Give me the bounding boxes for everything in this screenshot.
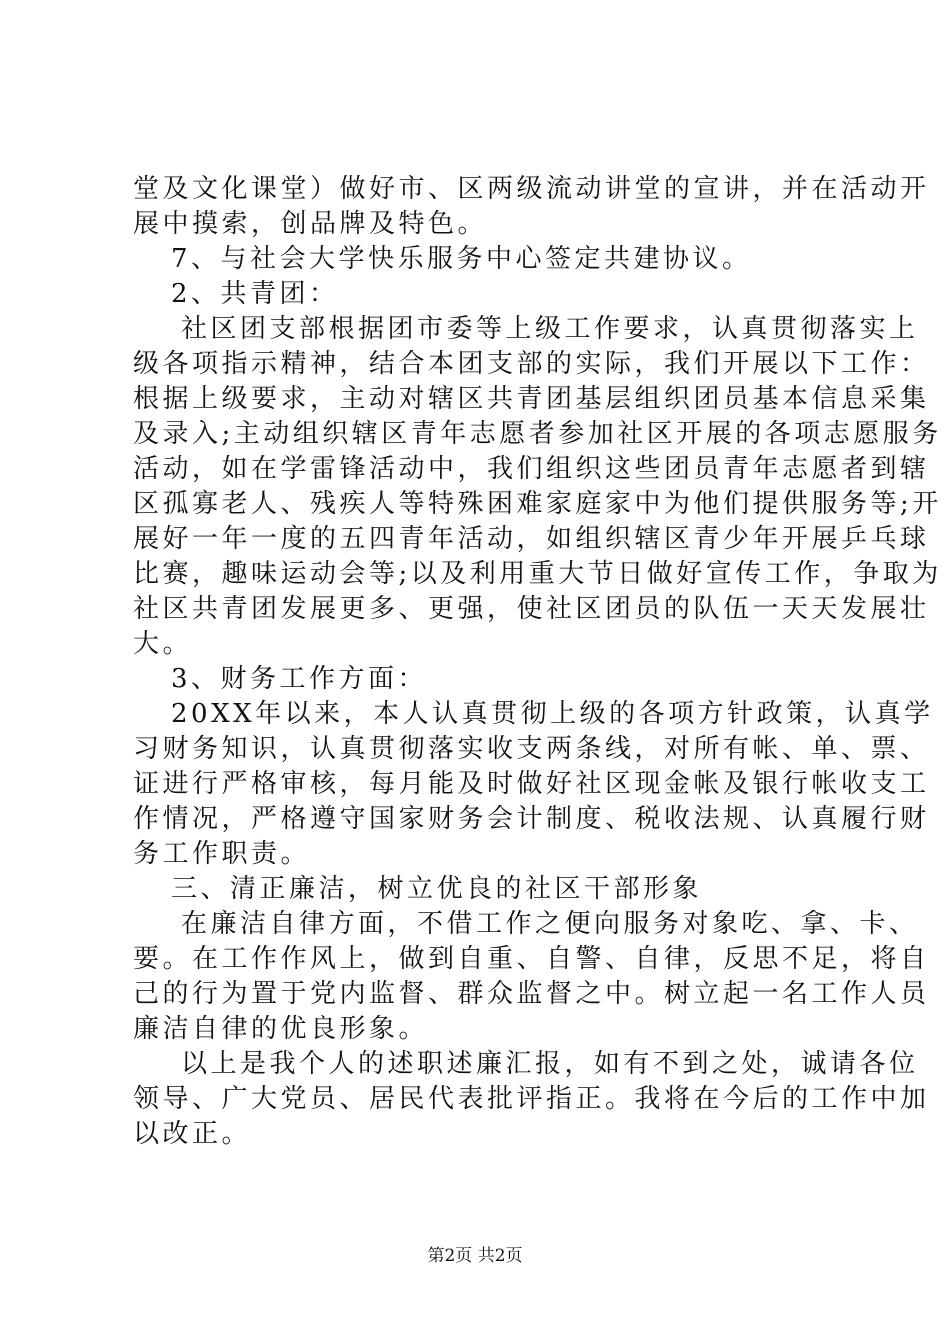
text-line: 及录入;主动组织辖区青年志愿者参加社区开展的各项志愿服务 bbox=[133, 419, 942, 449]
page-footer: 第2页 共2页 bbox=[427, 1246, 523, 1266]
text-line: 堂及文化课堂）做好市、区两级流动讲堂的宣讲，并在活动开 bbox=[133, 174, 930, 204]
text-line: 习财务知识，认真贯彻落实收支两条线，对所有帐、单、票、 bbox=[133, 734, 930, 764]
text-line: 展好一年一度的五四青年活动，如组织辖区青少年开展乒乓球 bbox=[133, 524, 930, 554]
text-line: 3、财务工作方面： bbox=[171, 664, 428, 694]
text-line: 领导、广大党员、居民代表批评指正。我将在今后的工作中加 bbox=[133, 1084, 930, 1114]
text-line: 展中摸索，创品牌及特色。 bbox=[133, 209, 488, 239]
text-line: 比赛，趣味运动会等;以及利用重大节日做好宣传工作，争取为 bbox=[133, 559, 942, 589]
text-line: 证进行严格审核，每月能及时做好社区现金帐及银行帐收支工 bbox=[133, 769, 930, 799]
text-line: 社区共青团发展更多、更强，使社区团员的队伍一天天发展壮 bbox=[133, 594, 930, 624]
text-line: 20XX年以来，本人认真贯彻上级的各项方针政策，认真学 bbox=[171, 699, 934, 729]
text-line: 三、清正廉洁，树立优良的社区干部形象 bbox=[171, 874, 703, 904]
text-line: 区孤寡老人、残疾人等特殊困难家庭家中为他们提供服务等;开 bbox=[133, 489, 942, 519]
text-line: 7、与社会大学快乐服务中心签定共建协议。 bbox=[171, 244, 752, 274]
text-line: 活动，如在学雷锋活动中，我们组织这些团员青年志愿者到辖 bbox=[133, 454, 930, 484]
text-line: 廉洁自律的优良形象。 bbox=[133, 1014, 429, 1044]
document-body bbox=[133, 172, 942, 1152]
text-line: 大。 bbox=[133, 629, 193, 659]
text-line: 2、共青团： bbox=[171, 279, 339, 309]
text-line: 作情况，严格遵守国家财务会计制度、税收法规、认真履行财 bbox=[133, 804, 930, 834]
text-line: 以上是我个人的述职述廉汇报，如有不到之处，诚请各位 bbox=[181, 1049, 919, 1079]
text-line: 以改正。 bbox=[133, 1119, 252, 1149]
text-line: 要。在工作作风上，做到自重、自警、自律，反思不足，将自 bbox=[133, 944, 930, 974]
text-line: 社区团支部根据团市委等上级工作要求，认真贯彻落实上 bbox=[181, 314, 919, 344]
text-line: 己的行为置于党内监督、群众监督之中。树立起一名工作人员 bbox=[133, 979, 930, 1009]
text-line: 根据上级要求，主动对辖区共青团基层组织团员基本信息采集 bbox=[133, 384, 930, 414]
text-line: 在廉洁自律方面，不借工作之便向服务对象吃、拿、卡、 bbox=[181, 909, 919, 939]
text-line: 级各项指示精神，结合本团支部的实际，我们开展以下工作： bbox=[133, 349, 930, 379]
text-line: 务工作职责。 bbox=[133, 839, 311, 869]
